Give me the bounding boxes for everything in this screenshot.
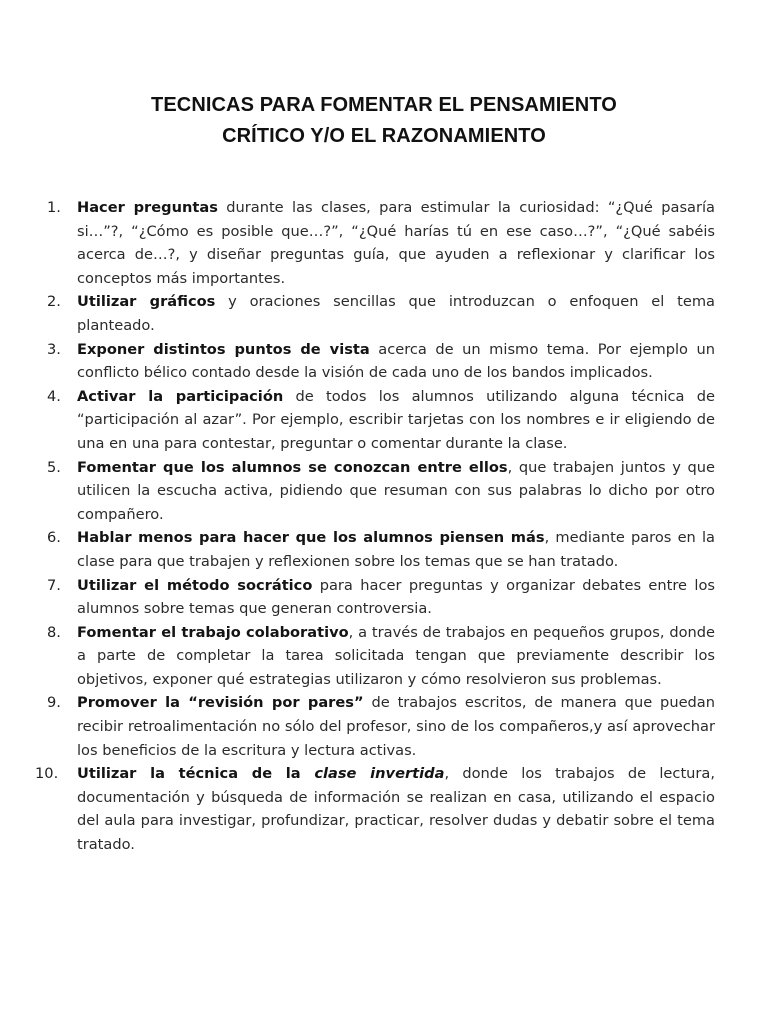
- item-number: 2.: [47, 293, 61, 311]
- item-number: 5.: [47, 458, 61, 476]
- item-heading: Utilizar gráficos: [77, 293, 216, 311]
- item-text: [77, 456, 715, 527]
- item-number: 6.: [47, 529, 61, 547]
- item-body: , donde los trabajos de lectura, documentación y búsqueda de información se realizan en casa, utilizando el espacio del aula para investigar, profundizar, practicar, resolver dudas y debatir sobre el tema tratado.: [77, 765, 715, 854]
- list-item-2: [47, 290, 715, 337]
- item-text: [77, 196, 715, 290]
- list-item-10: [35, 762, 715, 856]
- item-text: [77, 385, 715, 456]
- item-number: 3.: [47, 340, 61, 358]
- list-item-9: [47, 691, 715, 762]
- item-number: 7.: [47, 576, 61, 594]
- item-body: , a través de trabajos en pequeños grupos, donde a parte de completar la tarea solicitada tengan que previamente describir los objetivos, exponer qué estrategias utilizaron y cómo resolvieron sus problemas.: [77, 623, 716, 688]
- item-body: para hacer preguntas y organizar debates entre los alumnos sobre temas que generan controversia.: [77, 576, 715, 618]
- item-text: [77, 621, 715, 692]
- item-heading: Fomentar el trabajo colaborativo: [77, 623, 349, 641]
- item-heading: Utilizar la técnica de la: [77, 765, 315, 783]
- item-text: [77, 691, 715, 762]
- item-body: de trabajos escritos, de manera que puedan recibir retroalimentación no sólo del profesor, sino de los compañeros,y así aprovechar los beneficios de la escritura y lectura activas.: [77, 694, 715, 759]
- item-number: 4.: [47, 387, 61, 405]
- title-line-1: TECNICAS PARA FOMENTAR EL PENSAMIENTO: [151, 94, 617, 116]
- item-body: de todos los alumnos utilizando alguna técnica de “participación al azar”. Por ejemplo, escribir tarjetas con los nombres e ir eligiendo de una en una para contestar, preguntar o comentar durante la clase.: [77, 387, 715, 452]
- item-text: [77, 526, 715, 573]
- item-text: [77, 338, 715, 385]
- item-heading: Hablar menos para hacer que los alumnos piensen más: [77, 529, 545, 547]
- item-heading: Hacer preguntas: [77, 199, 218, 216]
- item-text: [77, 574, 715, 621]
- list-item-3: [47, 338, 715, 385]
- item-number: 8.: [47, 623, 61, 641]
- item-body: durante las clases, para estimular la curiosidad: “¿Qué pasaría si…”?, “¿Cómo es posible que…?”, “¿Qué harías tú en ese caso…?”, “¿Qué sabéis acerca de…?, y diseñar preguntas guía, que ayuden a reflexionar y clarificar los conceptos más importantes.: [77, 199, 715, 287]
- item-body: y oraciones sencillas que introduzcan o enfoquen el tema planteado.: [77, 293, 715, 334]
- item-text: [77, 290, 715, 337]
- list-item-4: [47, 385, 715, 456]
- item-heading: Activar la participación: [77, 387, 284, 405]
- item-heading: Utilizar el método socrático: [77, 576, 313, 594]
- title-line-2: CRÍTICO Y/O EL RAZONAMIENTO: [222, 125, 546, 147]
- list-item-5: [47, 456, 715, 527]
- list-item-7: [47, 574, 715, 621]
- list-item-8: [47, 621, 715, 692]
- item-number: 9.: [47, 694, 61, 712]
- item-body: , que trabajen juntos y que utilicen la escucha activa, pidiendo que resuman con sus palabras lo dicho por otro compañero.: [77, 458, 716, 523]
- item-text: [77, 762, 715, 856]
- item-heading-emphasis: clase invertida: [314, 765, 445, 783]
- item-number: 1.: [47, 199, 61, 216]
- list-item-6: [47, 526, 715, 573]
- item-body: acerca de un mismo tema. Por ejemplo un conflicto bélico contado desde la visión de cada uno de los bandos implicados.: [77, 340, 715, 382]
- item-heading: Promover la “revisión por pares”: [77, 694, 364, 712]
- document-title: [0, 90, 768, 152]
- item-number: 10.: [35, 765, 59, 783]
- item-heading: Exponer distintos puntos de vista: [77, 340, 370, 358]
- list-item-1: [47, 196, 715, 290]
- item-body: , mediante paros en la clase para que trabajen y reflexionen sobre los temas que se han tratado.: [77, 529, 715, 570]
- item-heading: Fomentar que los alumnos se conozcan entre ellos: [77, 458, 508, 476]
- techniques-list: [35, 196, 716, 857]
